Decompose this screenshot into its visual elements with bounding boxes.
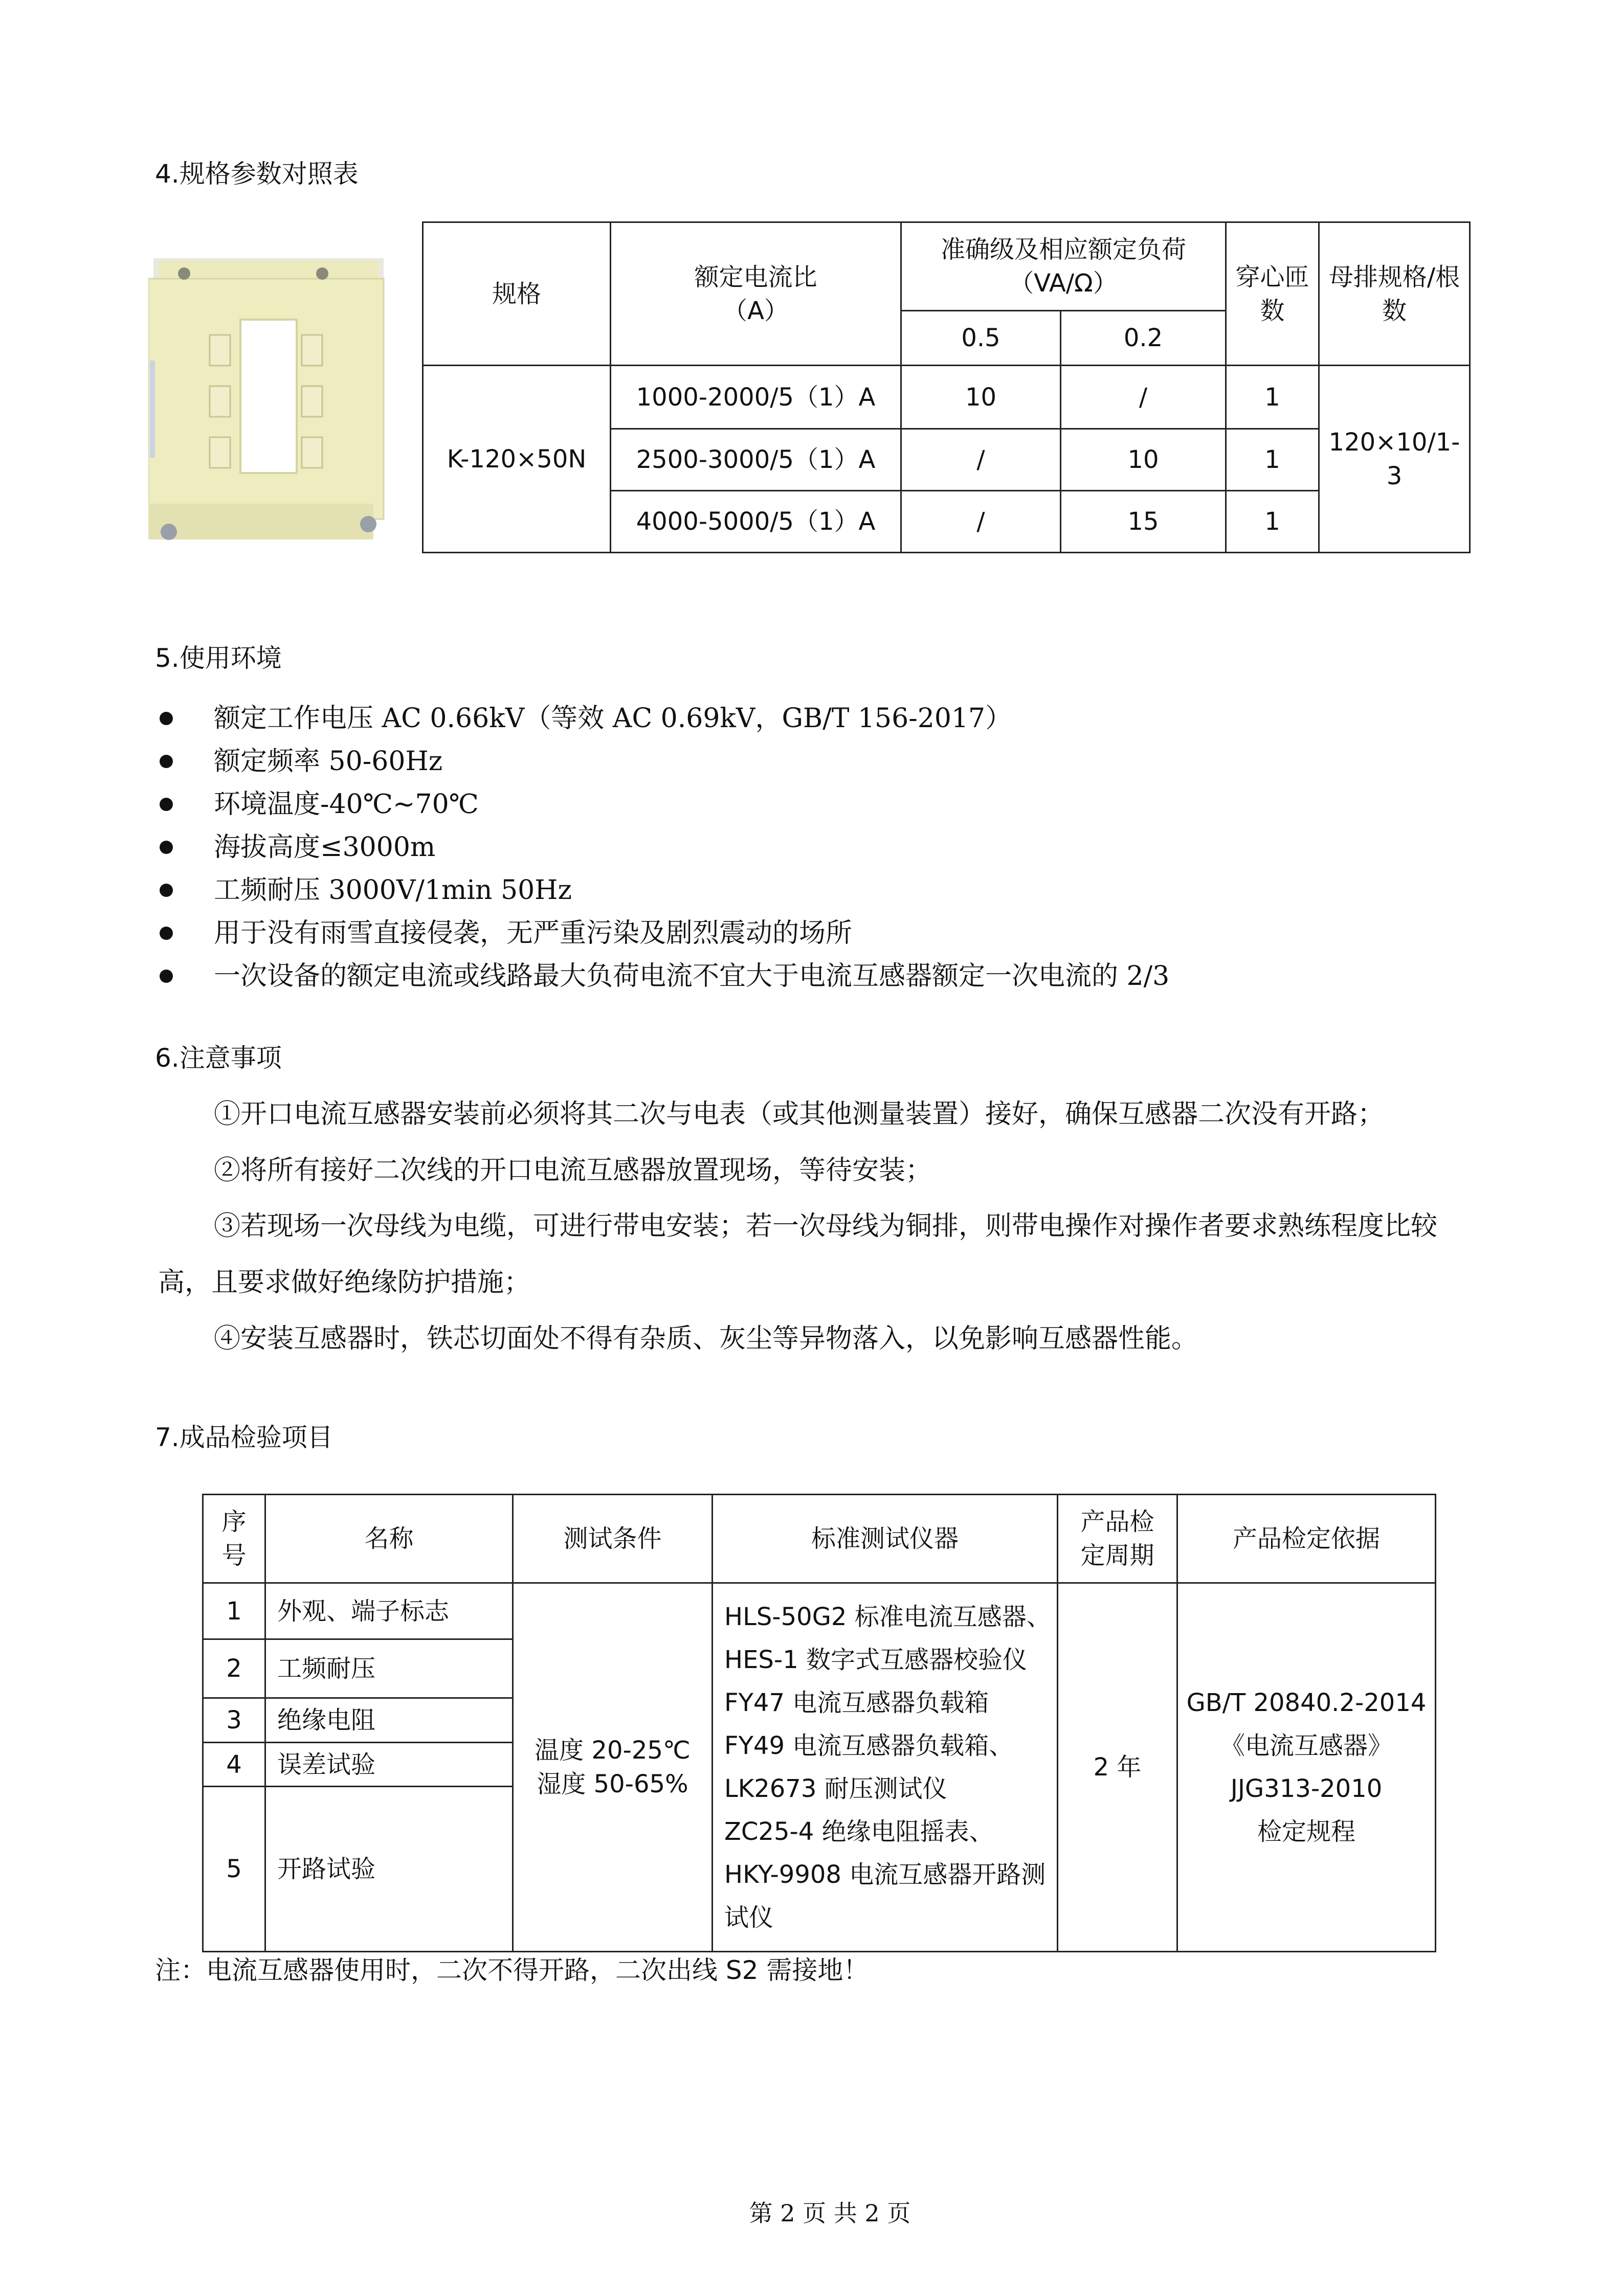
item-name: 绝缘电阻: [265, 1698, 513, 1743]
header-acc-02: 0.2: [1061, 311, 1226, 366]
header-period: 产品检定周期: [1058, 1495, 1177, 1583]
bullet-icon: [160, 927, 173, 940]
header-basis: 产品检定依据: [1177, 1495, 1436, 1583]
header-no: 序号: [203, 1495, 265, 1583]
turns-cell: 1: [1226, 491, 1319, 553]
list-item: 额定频率 50-60Hz: [214, 746, 443, 777]
ratio-cell: 1000-2000/5（1）A: [611, 366, 901, 429]
bullet-icon: [160, 841, 173, 854]
list-item: 环境温度-40℃~70℃: [214, 789, 479, 820]
note-paragraph: ②将所有接好二次线的开口电流互感器放置现场，等待安装；: [214, 1155, 932, 1186]
bullet-icon: [160, 712, 173, 725]
instruments-cell: HLS-50G2 标准电流互感器、 HES-1 数字式互感器校验仪 FY47 电流互感器负载箱 FY49 电流互感器负载箱、 LK2673 耐压测试仪 ZC25-4 绝缘电阻摇表、 HKY-9908 电流互感器开路测 试仪: [713, 1583, 1058, 1952]
basis-cell: GB/T 20840.2-2014 《电流互感器》 JJG313-2010 检定规程: [1177, 1583, 1436, 1952]
header-condition: 测试条件: [513, 1495, 713, 1583]
item-no: 3: [203, 1698, 265, 1743]
item-name: 工频耐压: [265, 1639, 513, 1698]
transformer-product-image: [148, 258, 391, 546]
header-ratio: 额定电流比 （A）: [611, 222, 901, 366]
header-name: 名称: [265, 1495, 513, 1583]
list-item: 一次设备的额定电流或线路最大负荷电流不宜大于电流互感器额定一次电流的 2/3: [214, 961, 1170, 992]
ratio-cell: 2500-3000/5（1）A: [611, 429, 901, 491]
item-no: 2: [203, 1639, 265, 1698]
ratio-cell: 4000-5000/5（1）A: [611, 491, 901, 553]
bullet-icon: [160, 798, 173, 811]
list-item: 用于没有雨雪直接侵袭，无严重污染及剧烈震动的场所: [214, 918, 853, 949]
list-item: 额定工作电压 AC 0.66kV（等效 AC 0.69kV，GB/T 156-2017）: [214, 703, 1012, 734]
acc05-cell: 10: [901, 366, 1061, 429]
header-accuracy: 准确级及相应额定负荷 （VA/Ω）: [901, 222, 1226, 311]
item-name: 开路试验: [265, 1787, 513, 1952]
acc02-cell: 15: [1061, 491, 1226, 553]
table-row: [423, 366, 1470, 429]
item-no: 5: [203, 1787, 265, 1952]
note-paragraph: ①开口电流互感器安装前必须将其二次与电表（或其他测量装置）接好，确保互感器二次没有开路；: [214, 1099, 1385, 1130]
section-title-spec: 4.规格参数对照表: [155, 159, 359, 189]
item-name: 外观、端子标志: [265, 1583, 513, 1639]
turns-cell: 1: [1226, 366, 1319, 429]
item-no: 4: [203, 1743, 265, 1787]
item-no: 1: [203, 1583, 265, 1639]
acc02-cell: /: [1061, 366, 1226, 429]
turns-cell: 1: [1226, 429, 1319, 491]
list-item: 工频耐压 3000V/1min 50Hz: [214, 875, 572, 906]
header-busbar: 母排规格/根数: [1319, 222, 1470, 366]
page-footer: 第 2 页 共 2 页: [749, 2199, 911, 2227]
acc02-cell: 10: [1061, 429, 1226, 491]
section-title-environment: 5.使用环境: [155, 643, 282, 673]
section-title-inspection: 7.成品检验项目: [155, 1423, 333, 1452]
list-item: 海拔高度≤3000m: [214, 832, 436, 863]
header-instruments: 标准测试仪器: [713, 1495, 1058, 1583]
bullet-icon: [160, 884, 173, 897]
section-title-notes: 6.注意事项: [155, 1043, 282, 1073]
header-acc-05: 0.5: [901, 311, 1061, 366]
note-paragraph: ④安装互感器时，铁芯切面处不得有杂质、灰尘等异物落入，以免影响互感器性能。: [214, 1323, 1198, 1354]
bullet-icon: [160, 970, 173, 983]
busbar-cell: 120×10/1-3: [1319, 366, 1470, 553]
note-paragraph: ③若现场一次母线为电缆，可进行带电安装；若一次母线为铜排，则带电操作对操作者要求熟练程度比较高，且要求做好绝缘防护措施；: [158, 1211, 1438, 1298]
header-turns: 穿心匝数: [1226, 222, 1319, 366]
spec-table: [422, 221, 1471, 553]
inspection-table: [202, 1494, 1436, 1952]
model-cell: K-120×50N: [423, 366, 611, 553]
acc05-cell: /: [901, 429, 1061, 491]
acc05-cell: /: [901, 491, 1061, 553]
grounding-note: 注：电流互感器使用时，二次不得开路，二次出线 S2 需接地！: [155, 1955, 869, 1985]
item-name: 误差试验: [265, 1743, 513, 1787]
table-row: [203, 1583, 1436, 1639]
period-cell: 2 年: [1058, 1583, 1177, 1952]
bullet-icon: [160, 755, 173, 768]
condition-cell: 温度 20-25℃ 湿度 50-65%: [513, 1583, 713, 1952]
header-model: 规格: [423, 222, 611, 366]
